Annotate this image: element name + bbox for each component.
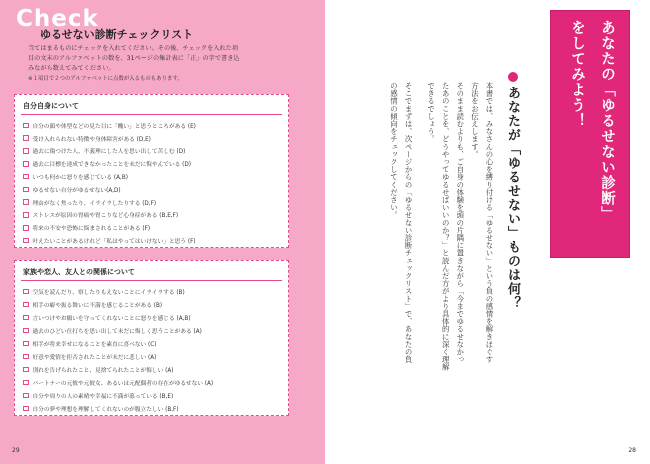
right-page [325, 0, 650, 464]
checkbox[interactable] [23, 341, 29, 347]
item-label: 好意や愛情を拒否されたことが未だに悲しい (A) [32, 355, 157, 361]
checkbox[interactable] [23, 199, 29, 205]
item-label: ストレスが原因の胃痛や胃こりなど心身症がある (B,E,F) [32, 213, 179, 220]
item-label: 過去のひどい仕打ちを思い出して未だに悔しく思うことがある (A) [32, 329, 202, 335]
checklist-item[interactable] [23, 311, 282, 324]
bullet-dot-icon [508, 72, 518, 82]
subheading [503, 72, 522, 310]
checklist-item[interactable] [23, 402, 282, 415]
checkbox[interactable] [23, 135, 29, 141]
checklist-item[interactable] [23, 132, 282, 145]
body-line: そこでまずは、次ページからの「ゆるせない診断チェックリスト」で、あなたの負 [404, 82, 414, 364]
checkbox[interactable] [23, 225, 29, 231]
checklist-item[interactable] [23, 157, 282, 170]
checklist-self [23, 119, 282, 247]
checkbox[interactable] [23, 238, 29, 244]
page-number-right: 28 [628, 447, 636, 454]
body-text [365, 82, 495, 402]
checkbox[interactable] [23, 187, 29, 193]
page-number-left: 29 [12, 447, 20, 454]
item-label: パートナーの元彼や元彼女、あるいは元配偶者の存在がゆるせない (A) [32, 381, 214, 387]
checklist-item[interactable] [23, 145, 282, 158]
body-line: たあのことを、どうやってゆるせばいいのか？」と読んだ方がより具体的に深く理解 [441, 82, 451, 371]
item-label: 理由がなく焦ったり、イライラしたりする (D,F) [32, 200, 157, 207]
checklist-item[interactable] [23, 285, 282, 298]
title-banner [550, 10, 630, 258]
note-text: ※１項目で２つのアルファベットに点数が入るものもあります。 [28, 76, 183, 82]
checkbox[interactable] [23, 212, 29, 218]
subheading-text: あなたが「ゆるせない」ものは何？ [505, 86, 520, 310]
item-label: ゆるせない自分がゆるせない(A,D) [32, 187, 121, 194]
divider [21, 114, 282, 115]
checkbox[interactable] [23, 393, 29, 399]
checklist-item[interactable] [23, 183, 282, 196]
checklist-item[interactable] [23, 170, 282, 183]
checkbox[interactable] [23, 123, 29, 129]
checklist-item[interactable] [23, 221, 282, 234]
checkbox[interactable] [23, 161, 29, 167]
item-label: 過去に目標を達成できなかったことを未だに悔やんでいる (D) [32, 162, 191, 169]
checklist-item[interactable] [23, 119, 282, 132]
checkbox[interactable] [23, 367, 29, 373]
checklist-item[interactable] [23, 196, 282, 209]
checkbox[interactable] [23, 289, 29, 295]
item-label: 過去に傷つけた人、不義理にした人を思い出して苦しむ (D) [32, 149, 186, 156]
checklist-relationships [23, 285, 282, 415]
checkbox[interactable] [23, 148, 29, 154]
body-line: の感情の傾向をチェックしてください。 [389, 82, 399, 219]
intro-line: みながら数えてみてください。 [28, 65, 115, 72]
checkbox[interactable] [23, 380, 29, 386]
check-title: Check [16, 6, 99, 32]
checklist-item[interactable] [23, 234, 282, 247]
body-line: 本書では、みなさんの心を縛り付ける「ゆるせない」という負の感情を解きほぐす [485, 82, 494, 364]
checklist-box-self [14, 94, 289, 248]
item-label: 相手が将来幸せになることを素直に喜べない (C) [32, 342, 157, 348]
banner-text [566, 20, 618, 250]
box-title-relationships: 家族や恋人、友人との関係について [23, 268, 135, 276]
item-label: いつも何かに怒りを感じている (A,B) [32, 175, 128, 182]
body-line: 方法をお伝えします。 [470, 82, 480, 158]
checkbox[interactable] [23, 354, 29, 360]
checklist-item[interactable] [23, 363, 282, 376]
item-label: 別れを告げられたこと、見捨てられたことが悔しい (A) [32, 368, 174, 374]
checklist-item[interactable] [23, 337, 282, 350]
body-line: そのまま読むよりも、ご自身の体験を頭の片隅に置きながら「今までゆるせなかっ [455, 82, 465, 364]
checkbox[interactable] [23, 174, 29, 180]
body-line: できるでしょう。 [426, 82, 436, 143]
checkbox[interactable] [23, 302, 29, 308]
checklist-item[interactable] [23, 376, 282, 389]
item-label: 受け入れられない特徴や身体障害がある (D,E) [32, 136, 151, 143]
checklist-item[interactable] [23, 298, 282, 311]
checkbox[interactable] [23, 328, 29, 334]
checklist-box-relationships [14, 260, 289, 416]
intro-line: 目の文末のアルファベットの数を、31ページの集計表に「正」の字で書き込 [28, 55, 240, 62]
item-label: 言いつけやお願いを守ってくれないことに怒りを感じる (A,B) [32, 316, 191, 322]
checkbox[interactable] [23, 315, 29, 321]
checklist-heading: ゆるせない診断チェックリスト [40, 28, 194, 41]
intro-text [28, 44, 314, 74]
checkbox[interactable] [23, 406, 29, 412]
divider [21, 280, 282, 281]
checklist-item[interactable] [23, 209, 282, 222]
checklist-item[interactable] [23, 324, 282, 337]
item-label: 空気を読んだり、察したりもえないことにイライラする (B) [32, 290, 185, 296]
item-label: 相手の癖や振る舞いに不満を感じることがある (B) [32, 303, 163, 309]
item-label: 自分の夢や理想を理解してくれないのが腹立たしい (B,F) [32, 407, 179, 413]
item-label: 自分や周りの人の素晴や幸福に不満が募っている (B,E) [32, 394, 174, 400]
item-label: 叶えたいことがあるけれど「私はやってはいけない」と思う (F) [32, 239, 196, 246]
box-title-self: 自分自身について [23, 102, 79, 110]
checklist-item[interactable] [23, 389, 282, 402]
checklist-item[interactable] [23, 350, 282, 363]
item-label: 将来の不安や恐怖に悩まされることがある (F) [32, 226, 151, 233]
banner-line: をしてみよう！ [569, 20, 585, 129]
intro-line: 当てはまるものにチェックを入れてください。その後、チェックを入れた項 [28, 45, 239, 52]
item-label: 自分の顔や体型などの見た目に「醜い」と思うところがある (E) [32, 123, 196, 130]
banner-line: あなたの「ゆるせない診断」 [599, 20, 615, 222]
